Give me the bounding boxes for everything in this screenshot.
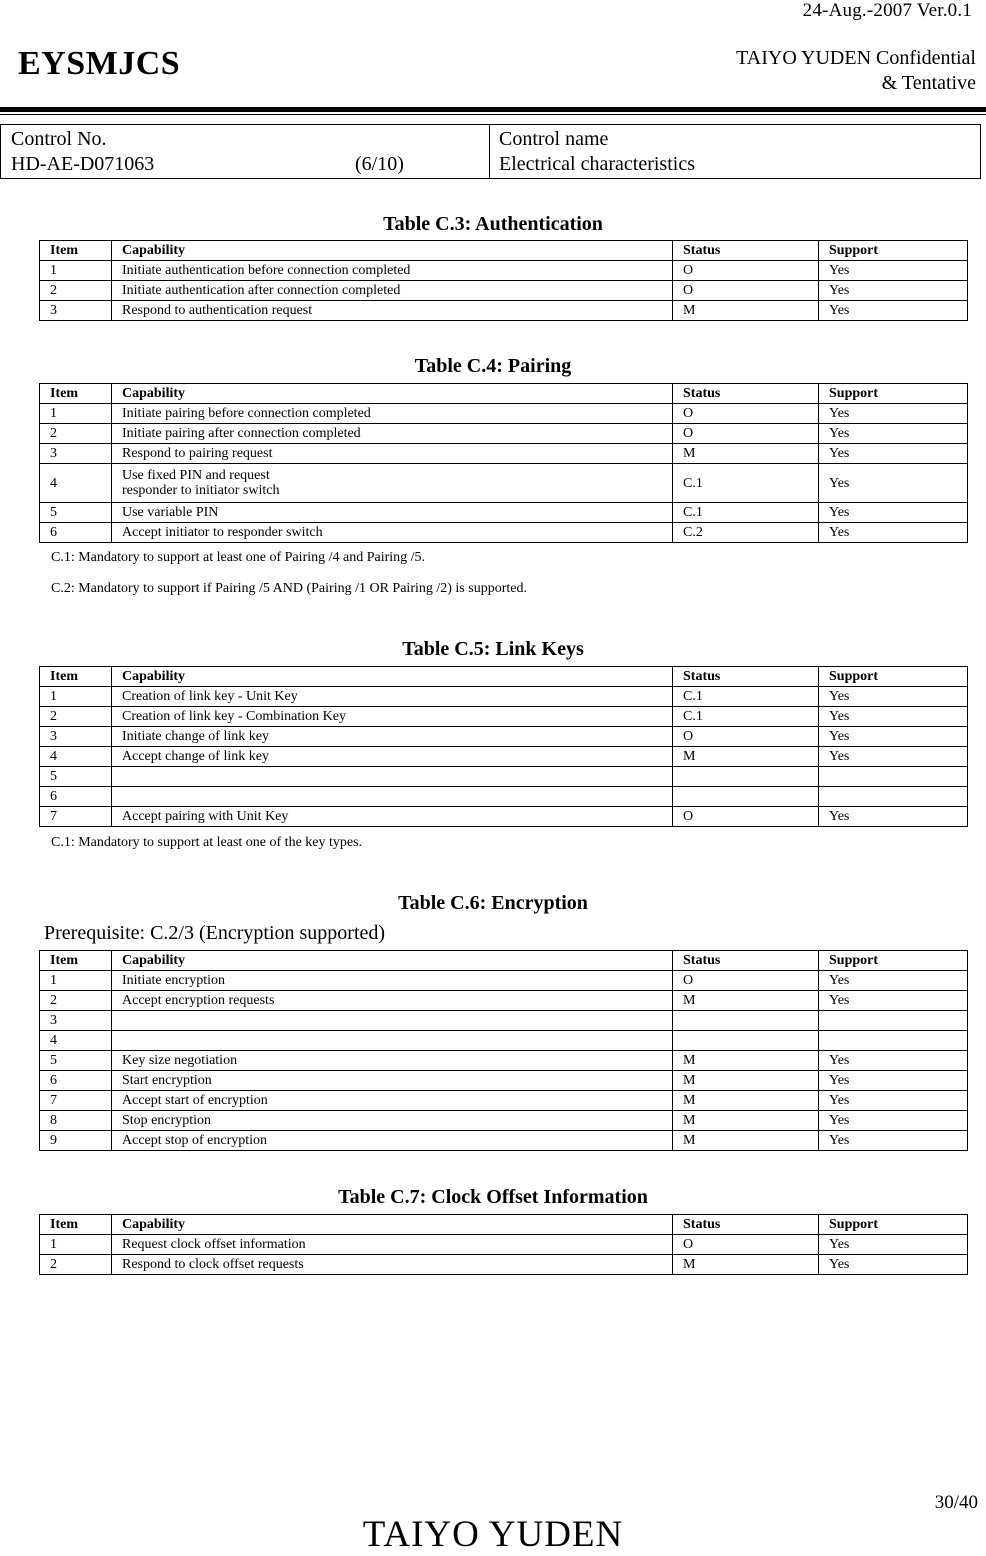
table-c5-note-1: C.1: Mandatory to support at least one of the key types. — [51, 835, 363, 850]
table-c6-prerequisite: Prerequisite: C.2/3 (Encryption supported) — [44, 922, 386, 944]
cell-status: O — [673, 261, 819, 281]
cell-status: O — [673, 727, 819, 747]
cell-support: Yes — [819, 1111, 968, 1131]
confidential-notice — [736, 46, 976, 96]
cell-support: Yes — [819, 1051, 968, 1071]
control-no-value: HD-AE-D071063 — [11, 153, 155, 175]
cell-capability: Stop encryption — [112, 1111, 673, 1131]
cell-support: Yes — [819, 261, 968, 281]
cell-support — [819, 1011, 968, 1031]
cell-item: 3 — [40, 1011, 112, 1031]
table-row — [40, 971, 968, 991]
cell-item: 3 — [40, 301, 112, 321]
col-capability: Capability — [112, 241, 673, 261]
table-row — [40, 1255, 968, 1275]
header-rule-thick — [0, 107, 986, 112]
table-row — [40, 424, 968, 444]
col-status: Status — [673, 241, 819, 261]
cell-status: O — [673, 281, 819, 301]
table-header-row — [40, 241, 968, 261]
table-row — [40, 1235, 968, 1255]
table-row — [40, 767, 968, 787]
cell-item: 3 — [40, 727, 112, 747]
cell-support: Yes — [819, 444, 968, 464]
page-number: 30/40 — [934, 1492, 978, 1513]
cell-support: Yes — [819, 1235, 968, 1255]
cell-capability — [112, 1011, 673, 1031]
cell-support: Yes — [819, 687, 968, 707]
table-header-row — [40, 384, 968, 404]
table-row — [40, 1111, 968, 1131]
table-c4-note-1: C.1: Mandatory to support at least one of Pairing /4 and Pairing /5. — [51, 550, 426, 565]
table-c6 — [39, 950, 968, 1151]
col-item: Item — [40, 384, 112, 404]
table-c6-title: Table C.6: Encryption — [398, 892, 588, 914]
col-status: Status — [673, 951, 819, 971]
table-row — [40, 787, 968, 807]
cell-capability — [112, 787, 673, 807]
cell-item: 3 — [40, 444, 112, 464]
cell-status: M — [673, 301, 819, 321]
confidential-line-2: & Tentative — [881, 72, 976, 94]
cell-support: Yes — [819, 1131, 968, 1151]
col-support: Support — [819, 667, 968, 687]
cell-support: Yes — [819, 971, 968, 991]
table-c4 — [39, 383, 968, 543]
cell-support: Yes — [819, 991, 968, 1011]
cell-status: M — [673, 991, 819, 1011]
cell-status: O — [673, 404, 819, 424]
table-row — [40, 404, 968, 424]
cell-capability: Start encryption — [112, 1071, 673, 1091]
cell-capability: Use variable PIN — [112, 503, 673, 523]
cell-status: C.1 — [673, 503, 819, 523]
control-name-label: Control name — [499, 128, 609, 150]
cell-status: M — [673, 747, 819, 767]
cell-status: M — [673, 444, 819, 464]
cell-item: 1 — [40, 261, 112, 281]
cell-status: O — [673, 971, 819, 991]
cell-item: 1 — [40, 971, 112, 991]
cell-item: 2 — [40, 1255, 112, 1275]
cell-status: M — [673, 1091, 819, 1111]
cell-capability: Accept start of encryption — [112, 1091, 673, 1111]
cell-capability: Accept change of link key — [112, 747, 673, 767]
table-c3-title: Table C.3: Authentication — [383, 213, 603, 235]
table-row — [40, 707, 968, 727]
cell-capability: Accept pairing with Unit Key — [112, 807, 673, 827]
col-item: Item — [40, 667, 112, 687]
cell-capability: Accept stop of encryption — [112, 1131, 673, 1151]
cell-capability: Initiate pairing before connection completed — [112, 404, 673, 424]
cell-status: C.2 — [673, 523, 819, 543]
table-row — [40, 281, 968, 301]
control-name-value: Electrical characteristics — [499, 153, 695, 175]
date-version: 24-Aug.-2007 Ver.0.1 — [802, 0, 972, 21]
cell-support: Yes — [819, 281, 968, 301]
cell-capability — [112, 1031, 673, 1051]
cell-status — [673, 1031, 819, 1051]
cell-status: C.1 — [673, 687, 819, 707]
col-support: Support — [819, 384, 968, 404]
cell-capability: Initiate encryption — [112, 971, 673, 991]
cell-status — [673, 464, 819, 503]
control-divider — [489, 125, 490, 178]
table-row — [40, 807, 968, 827]
cell-capability-line: Use fixed PIN and request — [122, 468, 270, 483]
cell-item: 5 — [40, 767, 112, 787]
cell-status: M — [673, 1051, 819, 1071]
cell-support: Yes — [819, 727, 968, 747]
cell-status: M — [673, 1131, 819, 1151]
table-row — [40, 1031, 968, 1051]
table-c4-title: Table C.4: Pairing — [414, 355, 572, 377]
cell-item: 4 — [40, 1031, 112, 1051]
cell-support: Yes — [819, 1091, 968, 1111]
table-c4-note-2: C.2: Mandatory to support if Pairing /5 AND (Pairing /1 OR Pairing /2) is supported. — [51, 581, 527, 596]
col-status: Status — [673, 384, 819, 404]
table-row — [40, 464, 968, 503]
footer-company: TAIYO YUDEN — [362, 1514, 624, 1555]
cell-item: 2 — [40, 424, 112, 444]
cell-item: 6 — [40, 523, 112, 543]
control-no-label: Control No. — [11, 128, 107, 150]
table-row — [40, 1091, 968, 1111]
cell-capability: Initiate pairing after connection completed — [112, 424, 673, 444]
cell-item: 2 — [40, 281, 112, 301]
control-page: (6/10) — [355, 153, 404, 175]
cell-support: Yes — [819, 301, 968, 321]
table-row — [40, 727, 968, 747]
cell-item: 2 — [40, 991, 112, 1011]
table-header-row — [40, 951, 968, 971]
cell-support: Yes — [819, 503, 968, 523]
table-row — [40, 1131, 968, 1151]
cell-status: C.1 — [673, 707, 819, 727]
cell-support — [819, 767, 968, 787]
cell-status: M — [673, 1111, 819, 1131]
cell-item: 8 — [40, 1111, 112, 1131]
table-c7-title: Table C.7: Clock Offset Information — [338, 1186, 648, 1208]
cell-capability-line: responder to initiator switch — [122, 483, 280, 498]
cell-status: O — [673, 1235, 819, 1255]
table-c5 — [39, 666, 968, 827]
cell-capability: Initiate change of link key — [112, 727, 673, 747]
cell-support: Yes — [819, 807, 968, 827]
cell-item: 1 — [40, 404, 112, 424]
table-row — [40, 261, 968, 281]
cell-status: O — [673, 424, 819, 444]
cell-item: 9 — [40, 1131, 112, 1151]
col-status: Status — [673, 667, 819, 687]
cell-item: 6 — [40, 787, 112, 807]
col-capability: Capability — [112, 951, 673, 971]
table-row — [40, 523, 968, 543]
col-item: Item — [40, 951, 112, 971]
cell-capability: Respond to clock offset requests — [112, 1255, 673, 1275]
confidential-line-1: TAIYO YUDEN Confidential — [736, 47, 976, 69]
cell-capability: Initiate authentication after connection completed — [112, 281, 673, 301]
col-support: Support — [819, 241, 968, 261]
table-row — [40, 1071, 968, 1091]
cell-capability — [112, 767, 673, 787]
table-c5-title: Table C.5: Link Keys — [402, 638, 584, 660]
cell-item: 1 — [40, 687, 112, 707]
cell-capability: Respond to pairing request — [112, 444, 673, 464]
cell-support: Yes — [819, 707, 968, 727]
cell-item: 6 — [40, 1071, 112, 1091]
cell-support: Yes — [819, 424, 968, 444]
col-support: Support — [819, 951, 968, 971]
cell-item: 1 — [40, 1235, 112, 1255]
cell-support: Yes — [819, 404, 968, 424]
cell-item — [40, 464, 112, 503]
cell-status — [673, 1011, 819, 1031]
cell-support — [819, 1031, 968, 1051]
col-capability: Capability — [112, 1215, 673, 1235]
table-row — [40, 1011, 968, 1031]
cell-capability — [112, 464, 673, 503]
cell-item: 5 — [40, 1051, 112, 1071]
col-capability: Capability — [112, 667, 673, 687]
table-header-row — [40, 667, 968, 687]
cell-item: 7 — [40, 807, 112, 827]
cell-capability: Key size negotiation — [112, 1051, 673, 1071]
cell-item: 2 — [40, 707, 112, 727]
header-rule-thin — [0, 114, 986, 115]
table-row — [40, 991, 968, 1011]
cell-capability: Initiate authentication before connection completed — [112, 261, 673, 281]
cell-status-line: C.1 — [683, 475, 703, 491]
col-item: Item — [40, 1215, 112, 1235]
control-name-cell — [499, 125, 969, 180]
cell-support: Yes — [819, 747, 968, 767]
cell-capability: Accept encryption requests — [112, 991, 673, 1011]
cell-support-line: Yes — [829, 475, 850, 491]
table-row — [40, 687, 968, 707]
control-box — [0, 124, 981, 179]
cell-capability: Request clock offset information — [112, 1235, 673, 1255]
cell-status — [673, 787, 819, 807]
cell-status: O — [673, 807, 819, 827]
col-capability: Capability — [112, 384, 673, 404]
cell-support — [819, 464, 968, 503]
col-support: Support — [819, 1215, 968, 1235]
cell-item: 5 — [40, 503, 112, 523]
brand-title: EYSMJCS — [18, 45, 181, 82]
control-number-cell — [11, 125, 481, 180]
col-status: Status — [673, 1215, 819, 1235]
table-row — [40, 747, 968, 767]
table-row — [40, 1051, 968, 1071]
cell-support: Yes — [819, 1255, 968, 1275]
table-row — [40, 444, 968, 464]
cell-status — [673, 767, 819, 787]
table-row — [40, 301, 968, 321]
cell-support — [819, 787, 968, 807]
table-c7 — [39, 1214, 968, 1275]
cell-status: M — [673, 1071, 819, 1091]
cell-support: Yes — [819, 1071, 968, 1091]
cell-capability: Accept initiator to responder switch — [112, 523, 673, 543]
cell-item-line: 4 — [50, 475, 57, 491]
cell-support: Yes — [819, 523, 968, 543]
cell-capability: Creation of link key - Unit Key — [112, 687, 673, 707]
cell-capability: Creation of link key - Combination Key — [112, 707, 673, 727]
cell-item: 7 — [40, 1091, 112, 1111]
cell-item: 4 — [40, 747, 112, 767]
cell-capability: Respond to authentication request — [112, 301, 673, 321]
cell-status: M — [673, 1255, 819, 1275]
col-item: Item — [40, 241, 112, 261]
table-row — [40, 503, 968, 523]
table-header-row — [40, 1215, 968, 1235]
table-c3 — [39, 240, 968, 321]
